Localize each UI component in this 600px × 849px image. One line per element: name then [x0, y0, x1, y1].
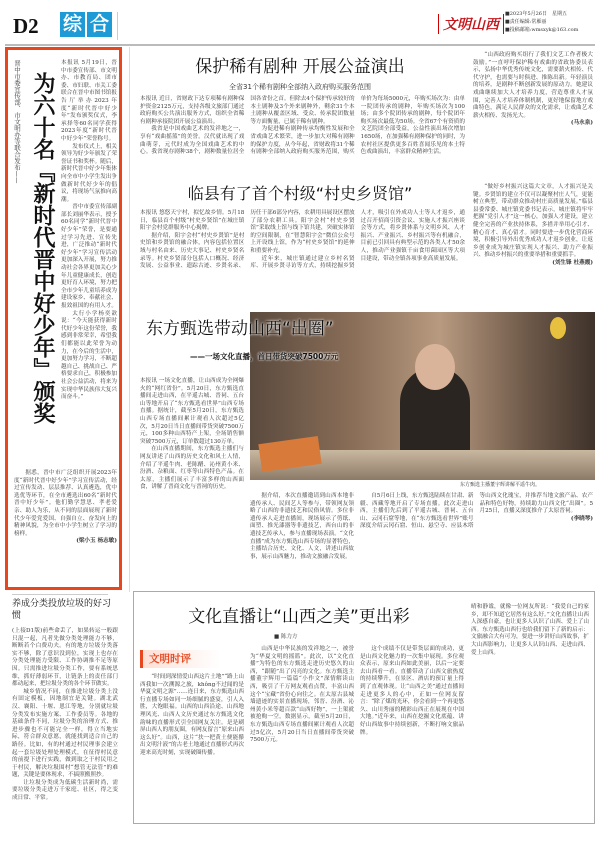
side-story-title: 养成分类投放垃圾的好习惯 [12, 599, 112, 621]
host-face [415, 344, 455, 390]
paragraph: 晴和静谧，就像一位网友所说：“我爱自己的家乡，却不知道它居然有这么好。”文化直播让山西人深感自豪，也让更多人认识了山西、爱上了山西。东方甄选山西行也给我们留下了新的启示：文旅融合大有可为，要进一步讲好山西故事，扩大山西影响力，让更多人认识山西、走进山西、爱上山西。 [471, 604, 589, 656]
livestream-body-right [360, 493, 593, 531]
paragraph: 自5月6日上线，东方甄选陆续在甘肃、新疆、西藏等地开启了专场直播。此次走进山西，主播们先后到了平遥古城、晋祠、五台山、云冈石窟等地，在“东方甄选看世界”账号深度介绍云冈石窟、恒山、悬空寺、应县木塔等山西文化瑰宝，并推荐当地文旅产品、农产品和特色好物，持续助力山西文化“出圈”。5月25日，直播又深度推介了太原晋祠。 [360, 493, 593, 530]
section-divider [117, 12, 118, 40]
paragraph: 本报讯 近日，省财政下达专项稀有剧种保护资金2125万元，支持各级文旅部门通过政府购买公共演出服务方式，组织全省稀有剧种承接院团开展公益演出。 [140, 96, 245, 125]
livestream-byline: (李晓琴) [570, 515, 593, 522]
submission-email: ■投稿邮箱:wmsxyk@163.com [505, 27, 579, 33]
lead-story-box [5, 47, 122, 590]
paragraph: 本报讯 5月19日，晋中市委宣传部、市文明办、市教育局、团市委、市妇联、市关工委联合在晋中市图书馆报告厅举办2023年度“新时代晋中好少年”发布颁奖仪式，李承择等60名同学获得2023年度“新时代晋中好少年”荣誉称号。 [61, 60, 117, 142]
paragraph: 发布仪式上，相关领导为好少年颁发了荣誉证书和奖杯。随后，新时代晋中好少年集体向全市中小学生发出争做新时代好少年的倡议，将现场气氛推向高潮。 [61, 143, 117, 203]
village-title: 临县有了首个村级“村史乡贤馆” [187, 184, 413, 203]
commentary-body-4 [471, 604, 589, 657]
lead-body-bottom [14, 470, 117, 546]
paragraph: 据介绍，本次直播邀请到山西本地非遗传承人、民间艺人等参与，带领网友领略了山西的非遗技艺和民俗风情。多位非遗传承人走进直播间，现场展示了剪纸、面塑、推光漆器等非遗技艺，西台山的非遗技艺传承人，参与直播现场表演。“文化直播”成为东方甄选山西专场的显著特色，主播结合历史、文化、人文，讲述山西故事，展示山西魅力，推动文旅融合发展。 [250, 493, 354, 560]
paragraph: 在山西直播期间，东方甄选主播们与网友讲述了山西的历史文化和风土人情，介绍了平遥牛肉、老陈醋、沁州黄小米、汾酒、杂粮面、红枣等山西特色产品。在太原，主播们展示了丰富多样的山西面食，讲解了晋商文化与晋祠的历史。 [140, 446, 244, 491]
issue-date: ■2023年5月26日 星期五 [505, 11, 567, 17]
village-body-right [473, 184, 593, 268]
paragraph: 据介绍，阳宇会村“村史乡贤馆”是村史馆和乡贤馆的融合体，内容包括位置区域与村名由来、历史大事记、村史乡贤名录等。村史乡贤部分包括人口概况、经济发展、公益事业、遗踪古迹、乡贤名录、历任干部6部分内容，农耕用具展设区摆放了部分农耕工具。阳宇会村“村史乡贤馆”采取线上馆与线下馆共建，突破实体馆的空间限制，在“智慧阳宇会”微信公众号上开设线上馆，作为“村史乡贤馆”的延伸和重要补充。 [140, 210, 355, 270]
lead-byline: (梁小玉 杨志敏) [76, 538, 117, 545]
paragraph: “做好乡村振兴这篇大文章，人才振兴是关键。乡贤馆的建立不仅可以凝聚村庄人气，更能树立典型，带动群众推动村庄高质量发展。”临县县委常委、城庄镇党委书记表示，城庄镇将牢牢把握“党引人才”这一核心，加强人才建设，建立健全完善的产业扶持体系，多措并举用心引才、精心育才、真心留才。同时要进一步优化营商环境，积极引导外出优秀成功人才返乡创业，让返乡创业成为城庄镇实现人才振兴、助力产业振兴、推动乡村振兴的重要举措和重要抓手。 [473, 184, 593, 259]
lead-kicker: 晋中市委宣传部、市文明办等联合发布—— [13, 60, 21, 184]
opera-title: 保护稀有剧种 开展公益演出 [195, 57, 405, 77]
opera-byline: (马永泉) [570, 120, 593, 127]
column-label: 文明时评 [149, 653, 191, 665]
paragraph: 近年来，城庄镇通过建立乡村名贤库、开展乡贤寻访等方式，持续挖掘乡贤人才，吸引在外成功人士等人才返乡，通过召开招商引资会议、实施人才振兴座谈会等方式，将乡贤体系与文明乡风、人才振兴、产业振兴、乡村振兴等有机融合，目前已引回具有典型示范的各类人才50余人，推动产业强镇千亩食用菌园区等大项目建设，带动全镇各项事业高质量发展。 [250, 210, 465, 270]
village-body [140, 210, 465, 271]
paragraph: 让垃圾分类成为低碳生活新时尚，需要垃圾分类走进万千家庭、社区，得之变成日常、平常。 [12, 779, 118, 802]
page-header [0, 0, 600, 46]
livestream-body-mid [250, 493, 354, 561]
livestream-title: 东方甄选带动山西“出圈” [146, 319, 334, 339]
commentary-body-1 [140, 674, 244, 758]
opera-subtitle: 全省31个稀有剧种全部纳入政府购买服务范围 [229, 83, 371, 91]
paragraph: 太行小学杨奕歆说：“今天能获得新时代好少年这份荣誉，我感到非常荣幸，希望我们都能以此荣誉为动力，在今后的生活中，更加努力学习，不断超越自己、挑战自己、严格要求自己，积极参加社会公益活动，将来为实现中华民族伟大复兴而奋斗。” [61, 310, 117, 401]
paragraph: 本报讯 一场文化直播，让山西成为全网爆火的“网红省份”。5月20日，东方甄选直播间走进山西，在平遥古城、晋祠、五台山等地开启了“东方甄选看世界”山西专场直播。据统计，截至5月20日，东方甄选山西专场直播间累计观看人次超过5亿次，5月20日当日直播间带货突破7500万元，100多种山西特产上架，全场销售额突破7500万元，订单数超过130万单。 [140, 378, 244, 445]
section-char-2: 合 [87, 12, 112, 37]
opera-body-right [473, 52, 593, 128]
paragraph: 城乡情况不同，在推进垃圾分类上没有固定模板，因地制宜是关键。湖北武汉、襄阳、十堰、恩江等地，分别就垃圾分类发布实施方案、工作委员等。各地的基础条件不同，垃圾分类的治理方式、推进步骤也不可能完全一样，得立当地实际，符合群众意愿，就能找到适合自己的路径。比如，有的村通过村民理事会建立起一套垃圾处理处理模式，在征得村民意的前提下进行实践，做到取之于村民用之于村民，解决垃圾围村“想管无法管”的难题，关键是要体现求，不搞照搬照抄。 [12, 688, 118, 779]
commentary-box [133, 591, 595, 824]
column-label-badge [140, 650, 220, 668]
masthead-logo: 文明山西 [438, 14, 504, 34]
paragraph: 为促进稀有剧种传承均衡性发展和全省戏曲艺术繁荣，进一步加大对稀有剧种的保护力度，从今年起，省财政将31个稀有剧种全部纳入政府购买服务范围，购买单价为每场5000元，年购买场次为：由单一院团传承的剧种，年购买场次为100场；由多个院团传承的剧种，每个院团年购买场次最低为50场。全省67个有资质的文艺院团全部受益，公益性演出场次增加1650场，在加强稀有剧种保护的同时，为农村社区提供更多百姓喜闻乐见的本土特色戏曲演出，丰富群众精神生活。 [250, 96, 465, 156]
paragraph: “山西政府购买组行了我们文艺工作者极大鼓励。”一直呼吁保护稀有戏曲的省政协委员表示，弘扬中华优秀传统文化，需要薪火相传、代代守护，也需要与时俱进、推陈出新。年轻演员的培养，是剧种不断创新发展的原动力。她建议戏曲继续加大人才培养力度，营造尊重人才氛围，完善人才培养体制机制，更好地保留地方戏曲特色，满足人民群众的文化需求，让戏曲艺术薪火相传、发扬光大。 [473, 52, 593, 119]
paragraph: 山西是中华民族的发祥地之一，被誉为“华夏文明的摇篮”。此次，以“文化直播”为特色的东方甄选走进历史悠久的山西，“跟随”出了闪亮的文化。东方甄选主播董宇辉用一篇篇“小作文”深情解读山西，吸引了千万网友观看点赞，丰富山西这个“宝藏”省份心向往之。在太原古县城墙遗迹的实景直播现场，邻晋、汾酒、沁州黄小米等超百款“山西好物”，一上架就被抢购一空。数据显示，截至5月20日，东方甄选山西专场直播间累计观看人次超过5亿次，5月20日当日直播间带货突破7500万元。 [250, 646, 354, 744]
header-rule [5, 44, 595, 46]
photo-caption: 东方甄选主播董宇辉讲解平遥牛肉。 [460, 482, 541, 488]
paragraph: 晋中市委宣传部副部长刘丽华表示，授予60名同学“新时代晋中好少年”荣誉，是要通过学习先进、宣传先进，广泛推动“新时代好少年”学习宣传活动更加深入开展，努力推动社会各界更加关心少年儿童健康成长，创造更好育人环境，努力把全市少年儿童培养成为建设家乡、奉献社会、报效祖国的有用人才。 [61, 204, 117, 309]
section-char-1: 综 [60, 12, 85, 37]
lead-body-top [61, 60, 117, 402]
village-byline: (刘生锋 杜燕霞) [552, 259, 593, 266]
lead-title: 为六十名『新时代晋中好少年』颁奖 [30, 72, 55, 424]
paragraph: 这个成绩不仅是带货层面的成功，更是山西文化魅力的一次集中展现。多位观众表示，原来山西如此美丽，以后一定要去山西看一看。直播带动了山西文旅热度的持续攀升，在景区、酒店的预订量上得到了直观体现。让“山西之美”通过直播间走进更多人的心中，正如一位网友留言：“除了煤的光环，你会看到一个再更悠久、山川秀丽的精彩山西正在展现在中国大地。”近年来，山西在挖掘文化底蕴、讲好山西故事中持续创新，不断打响文旅品牌。 [360, 646, 464, 736]
commentary-body-2 [250, 646, 354, 745]
opera-body [140, 96, 465, 157]
side-story-rule [12, 594, 108, 595]
side-story-body [12, 628, 118, 803]
page-number: D2 [13, 14, 39, 38]
paragraph: “时间到深情爱山西这片土地”“路上山西我如一次溯源之旅，không不过闻的是华夏文明之源”……连日来，东方甄选山西行直播专场如同一场细腻的盛宴，引人入胜，大饱眼福。山西的山西沿途、山西地理风光、山西人文历史通过东方甄选文化韵味的直播形式引全国网友关注。是是刷屏山西人的朋友圈，有网友留言“原来山西这么好”。山西，这片“扶一把黄土便能攥出文明汁液”的古老土地通过直播形式再次迎来高光时刻，实现破圈传播。 [140, 674, 244, 756]
editor-credit: ■责任编辑:常雁丽 [505, 19, 547, 25]
livestream-subtitle: ——一场文化直播，首日带货突破7500万元 [190, 352, 339, 361]
commentary-title: 文化直播让“山西之美”更出彩 [188, 607, 410, 627]
column-divider [129, 47, 130, 592]
paragraph: 我省是中国戏曲艺术的发祥地之一，享有“戏曲摇篮”的美誉。汉代就出现了戏曲萌芽，元代时成为全国戏曲艺术的中心。我省现存剧种38个，剧种数量位居全国各省份之首。但除去4个保护传承较好的本土剧种及3个外来剧种外，剩余31个本土剧种从覆盖区域、受众、传承院团数量等方面衡量，已属于稀有剧种。 [140, 96, 355, 156]
lantern-decoration [550, 317, 566, 339]
paragraph: (上接D1版)前些命丢了，如果转运一般跟只混一起，凡者先做分类处理能力不够，断断若个白费功夫。有的地方垃圾分类落实不够，除了意识没到位，实现上也存在分类处理能力受限、工作协调推不足等原因。只需推进垃圾分类工作，要有系统思维，抓好薄弱环节，让链条上的责任部门都动起来，把垃圾分类的各个环节做实。 [12, 628, 118, 688]
paragraph: 据悉，晋中市广泛组织开展2023年度“新时代晋中好少年”学习宣传活动，经过宣传发动、层层推荐、认真遴选，优中选优等环节，在全市遴选出60名“新时代晋中好少年”。他们勤学慧思、孝老爱亲、助人为乐，从不同的层面展现了新时代少年爱党爱国、自强自立、奋发向上的精神风貌，为全市中小学生树立了学习的榜样。 [14, 470, 117, 537]
commentary-author: ■ 陈力方 [274, 634, 298, 640]
commentary-body-3 [360, 646, 464, 737]
livestream-body-left [140, 378, 244, 492]
paragraph: 本报讯 悠悠天宁村，拟忆故乡情。5月18日，临县首个村级“村史乡贤馆”在城庄镇阳宇会村党群服务中心揭牌。 [140, 210, 245, 232]
